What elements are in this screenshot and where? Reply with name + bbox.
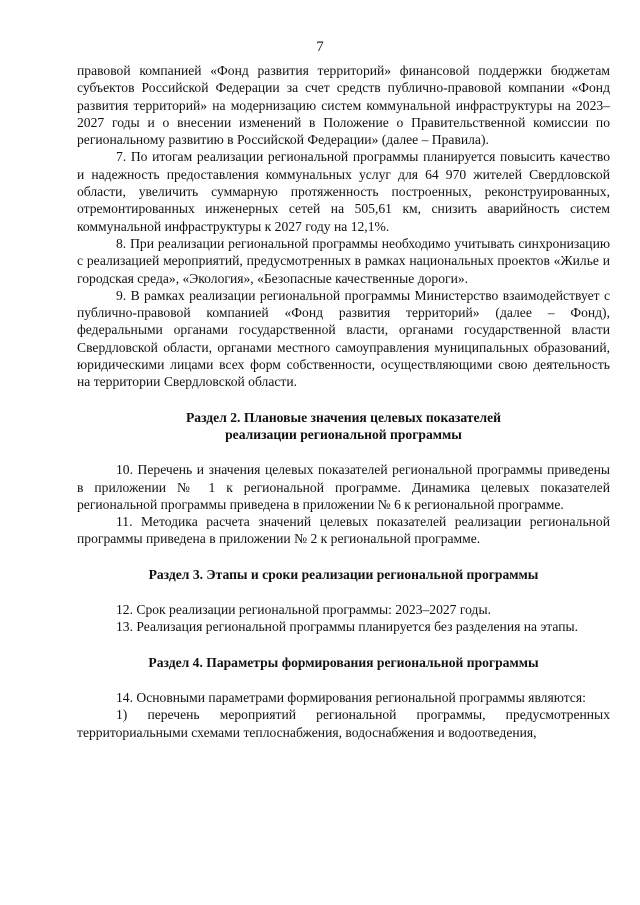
section-4-heading-wrap xyxy=(77,654,610,671)
paragraph-12: 12. Срок реализации региональной программы: 2023–2027 годы. xyxy=(116,602,491,618)
paragraph-8: 8. При реализации региональной программы необходимо учитывать синхронизацию с реализацией мероприятий, предусмотренных в рамках национальных проектов «Жилье и городская среда», «Экология», «Безопасные качественные дороги». xyxy=(77,235,610,286)
paragraph-11: 11. Методика расчета значений целевых показателей реализации региональной программы приведена в приложении № 2 к региональной программе. xyxy=(77,514,610,547)
section-2-heading-line-2: реализации региональной программы xyxy=(225,426,462,442)
section-2-heading-line-1: Раздел 2. Плановые значения целевых показателей xyxy=(185,409,502,425)
paragraph-rules-continuation: правовой компанией «Фонд развития территорий» финансовой поддержки бюджетам субъектов Российской Федерации за счет средств публично-правовой компании «Фонд развития территорий» на модернизацию систем коммунальной инфраструктуры на 2023–2027 годы и о внесении изменений в Положение о Правительственной комиссии по региональному развитию в Российской Федерации» (далее – Правила). xyxy=(77,63,610,148)
page-number: 7 xyxy=(316,39,324,55)
paragraph-9: 9. В рамках реализации региональной программы Министерство взаимодействует с публично-правовой компанией «Фонд развития территорий» (далее – Фонд), федеральными органами государственной власти, органами государственной власти Свердловской области, органами местного самоуправления муниципальных образований, юридическими лицами всех форм собственности, осуществляющими свою деятельность на территории Свердловской области. xyxy=(77,287,610,390)
paragraph-14-item-1: 1) перечень мероприятий региональной программы, предусмотренных территориальными схемами теплоснабжения, водоснабжения и водоотведения, xyxy=(77,707,610,740)
section-3-heading-wrap xyxy=(77,566,610,583)
paragraph-13: 13. Реализация региональной программы планируется без разделения на этапы. xyxy=(116,619,579,635)
paragraph-10: 10. Перечень и значения целевых показателей региональной программы приведены в приложении № 1 к региональной программе. Динамика целевых показателей региональной программы приведена в приложении № 6 к региональной программе. xyxy=(77,462,610,512)
section-4-heading: Раздел 4. Параметры формирования региональной программы xyxy=(148,654,539,670)
paragraph-14: 14. Основными параметрами формирования региональной программы являются: xyxy=(116,689,586,705)
paragraph-7: 7. По итогам реализации региональной программы планируется повысить качество и надежность предоставления коммунальных услуг для 64 970 жителей Свердловской области, увеличить суммарную протяженность построенных, реконструированных, отремонтированных инженерных сетей на 505,61 км, снизить аварийность систем коммунальной инфраструктуры к 2027 году на 12,1%. xyxy=(77,149,610,234)
document-body xyxy=(77,62,610,741)
section-2-heading xyxy=(77,409,610,444)
section-3-heading: Раздел 3. Этапы и сроки реализации региональной программы xyxy=(148,566,539,582)
